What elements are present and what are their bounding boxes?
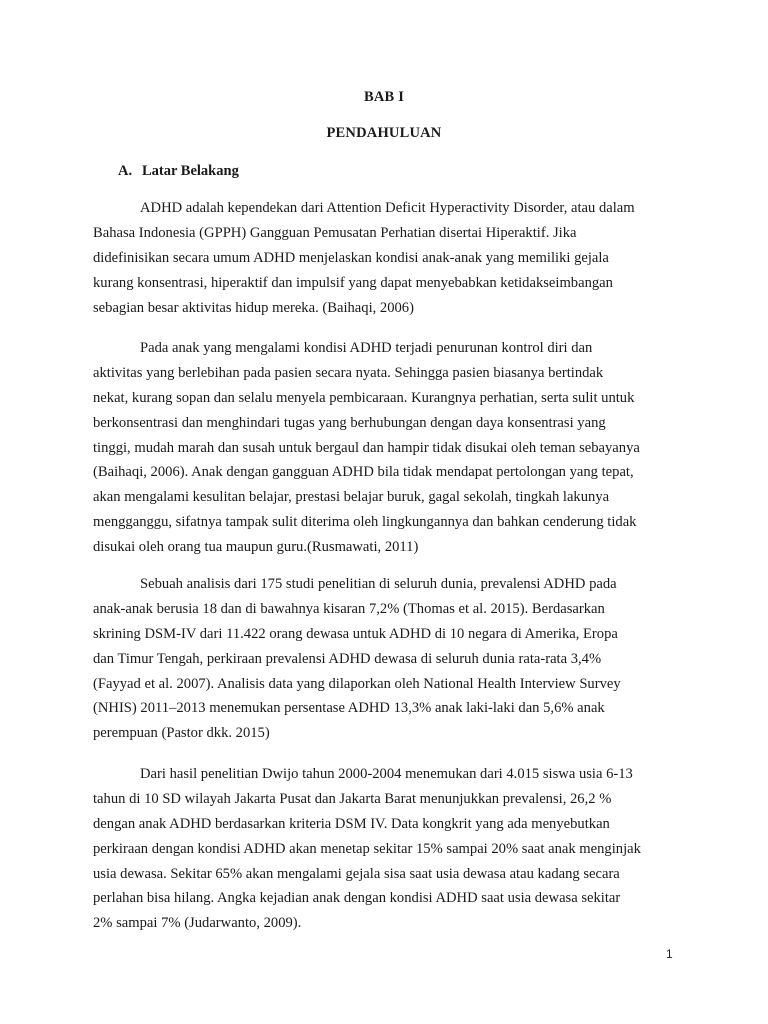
paragraph-line: (NHIS) 2011–2013 menemukan persentase ADHD 13,3% anak laki-laki dan 5,6% anak <box>93 700 605 717</box>
paragraph-line: tahun di 10 SD wilayah Jakarta Pusat dan Jakarta Barat menunjukkan prevalensi, 26,2 % <box>93 790 612 807</box>
chapter-title: PENDAHULUAN <box>326 125 442 141</box>
paragraph-line: disukai oleh orang tua maupun guru.(Rusmawati, 2011) <box>93 539 419 556</box>
paragraph-line: perkiraan dengan kondisi ADHD akan menetap sekitar 15% sampai 20% saat anak menginjak <box>93 840 641 857</box>
paragraph-line: dan Timur Tengah, perkiraan prevalensi ADHD dewasa di seluruh dunia rata-rata 3,4% <box>93 650 602 667</box>
paragraph-line: mengganggu, sifatnya tampak sulit diterima oleh lingkungannya dan bahkan cenderung tidak <box>93 514 637 531</box>
section-title: Latar Belakang <box>142 163 239 179</box>
paragraph-line: aktivitas yang berlebihan pada pasien secara nyata. Sehingga pasien biasanya bertindak <box>93 364 604 381</box>
paragraph-line: Dari hasil penelitian Dwijo tahun 2000-2004 menemukan dari 4.015 siswa usia 6-13 <box>140 766 633 782</box>
paragraph-line: akan mengalami kesulitan belajar, prestasi belajar buruk, gagal sekolah, tingkah lakunya <box>93 489 610 506</box>
paragraph-4 <box>93 762 679 936</box>
paragraph-line: (Baihaqi, 2006). Anak dengan gangguan ADHD bila tidak mendapat pertolongan yang tepat, <box>93 464 634 481</box>
paragraph-1 <box>93 196 679 320</box>
section-heading <box>118 163 239 180</box>
paragraph-line: tinggi, mudah marah dan susah untuk bergaul dan hampir tidak disukai oleh teman sebayanya <box>93 439 640 456</box>
paragraph-3 <box>93 572 679 746</box>
page-number: 1 <box>666 947 673 961</box>
paragraph-2 <box>93 336 679 560</box>
paragraph-line: perlahan bisa hilang. Angka kejadian anak dengan kondisi ADHD saat usia dewasa sekitar <box>93 890 621 907</box>
chapter-label: BAB I <box>363 89 405 105</box>
paragraph-line: (Fayyad et al. 2007). Analisis data yang dilaporkan oleh National Health Interview Survey <box>93 675 621 692</box>
paragraph-line: sebagian besar aktivitas hidup mereka. (Baihaqi, 2006) <box>93 299 414 316</box>
paragraph-line: Pada anak yang mengalami kondisi ADHD terjadi penurunan kontrol diri dan <box>140 340 593 356</box>
section-number: A. <box>118 163 133 179</box>
paragraph-line: nekat, kurang sopan dan selalu menyela pembicaraan. Kurangnya perhatian, serta sulit untuk <box>93 389 635 406</box>
paragraph-line: 2% sampai 7% (Judarwanto, 2009). <box>93 915 302 932</box>
paragraph-line: skrining DSM-IV dari 11.422 orang dewasa untuk ADHD di 10 negara di Amerika, Eropa <box>93 625 618 642</box>
paragraph-line: kurang konsentrasi, hiperaktif dan impulsif yang dapat menyebabkan ketidakseimbangan <box>93 274 613 291</box>
paragraph-line: Bahasa Indonesia (GPPH) Gangguan Pemusatan Perhatian disertai Hiperaktif. Jika <box>93 224 577 241</box>
paragraph-line: perempuan (Pastor dkk. 2015) <box>93 725 270 742</box>
paragraph-line: ADHD adalah kependekan dari Attention Deficit Hyperactivity Disorder, atau dalam <box>140 200 635 216</box>
paragraph-line: usia dewasa. Sekitar 65% akan mengalami gejala sisa saat usia dewasa atau kadang secara <box>93 865 620 882</box>
paragraph-line: berkonsentrasi dan menghindari tugas yang berhubungan dengan daya konsentrasi yang <box>93 414 606 431</box>
paragraph-line: dengan anak ADHD berdasarkan kriteria DSM IV. Data kongkrit yang ada menyebutkan <box>93 815 610 832</box>
paragraph-line: Sebuah analisis dari 175 studi penelitian di seluruh dunia, prevalensi ADHD pada <box>140 576 617 592</box>
paragraph-line: anak-anak berusia 18 dan di bawahnya kisaran 7,2% (Thomas et al. 2015). Berdasarkan <box>93 600 605 617</box>
paragraph-line: didefinisikan secara umum ADHD menjelaskan kondisi anak-anak yang memiliki gejala <box>93 249 609 266</box>
